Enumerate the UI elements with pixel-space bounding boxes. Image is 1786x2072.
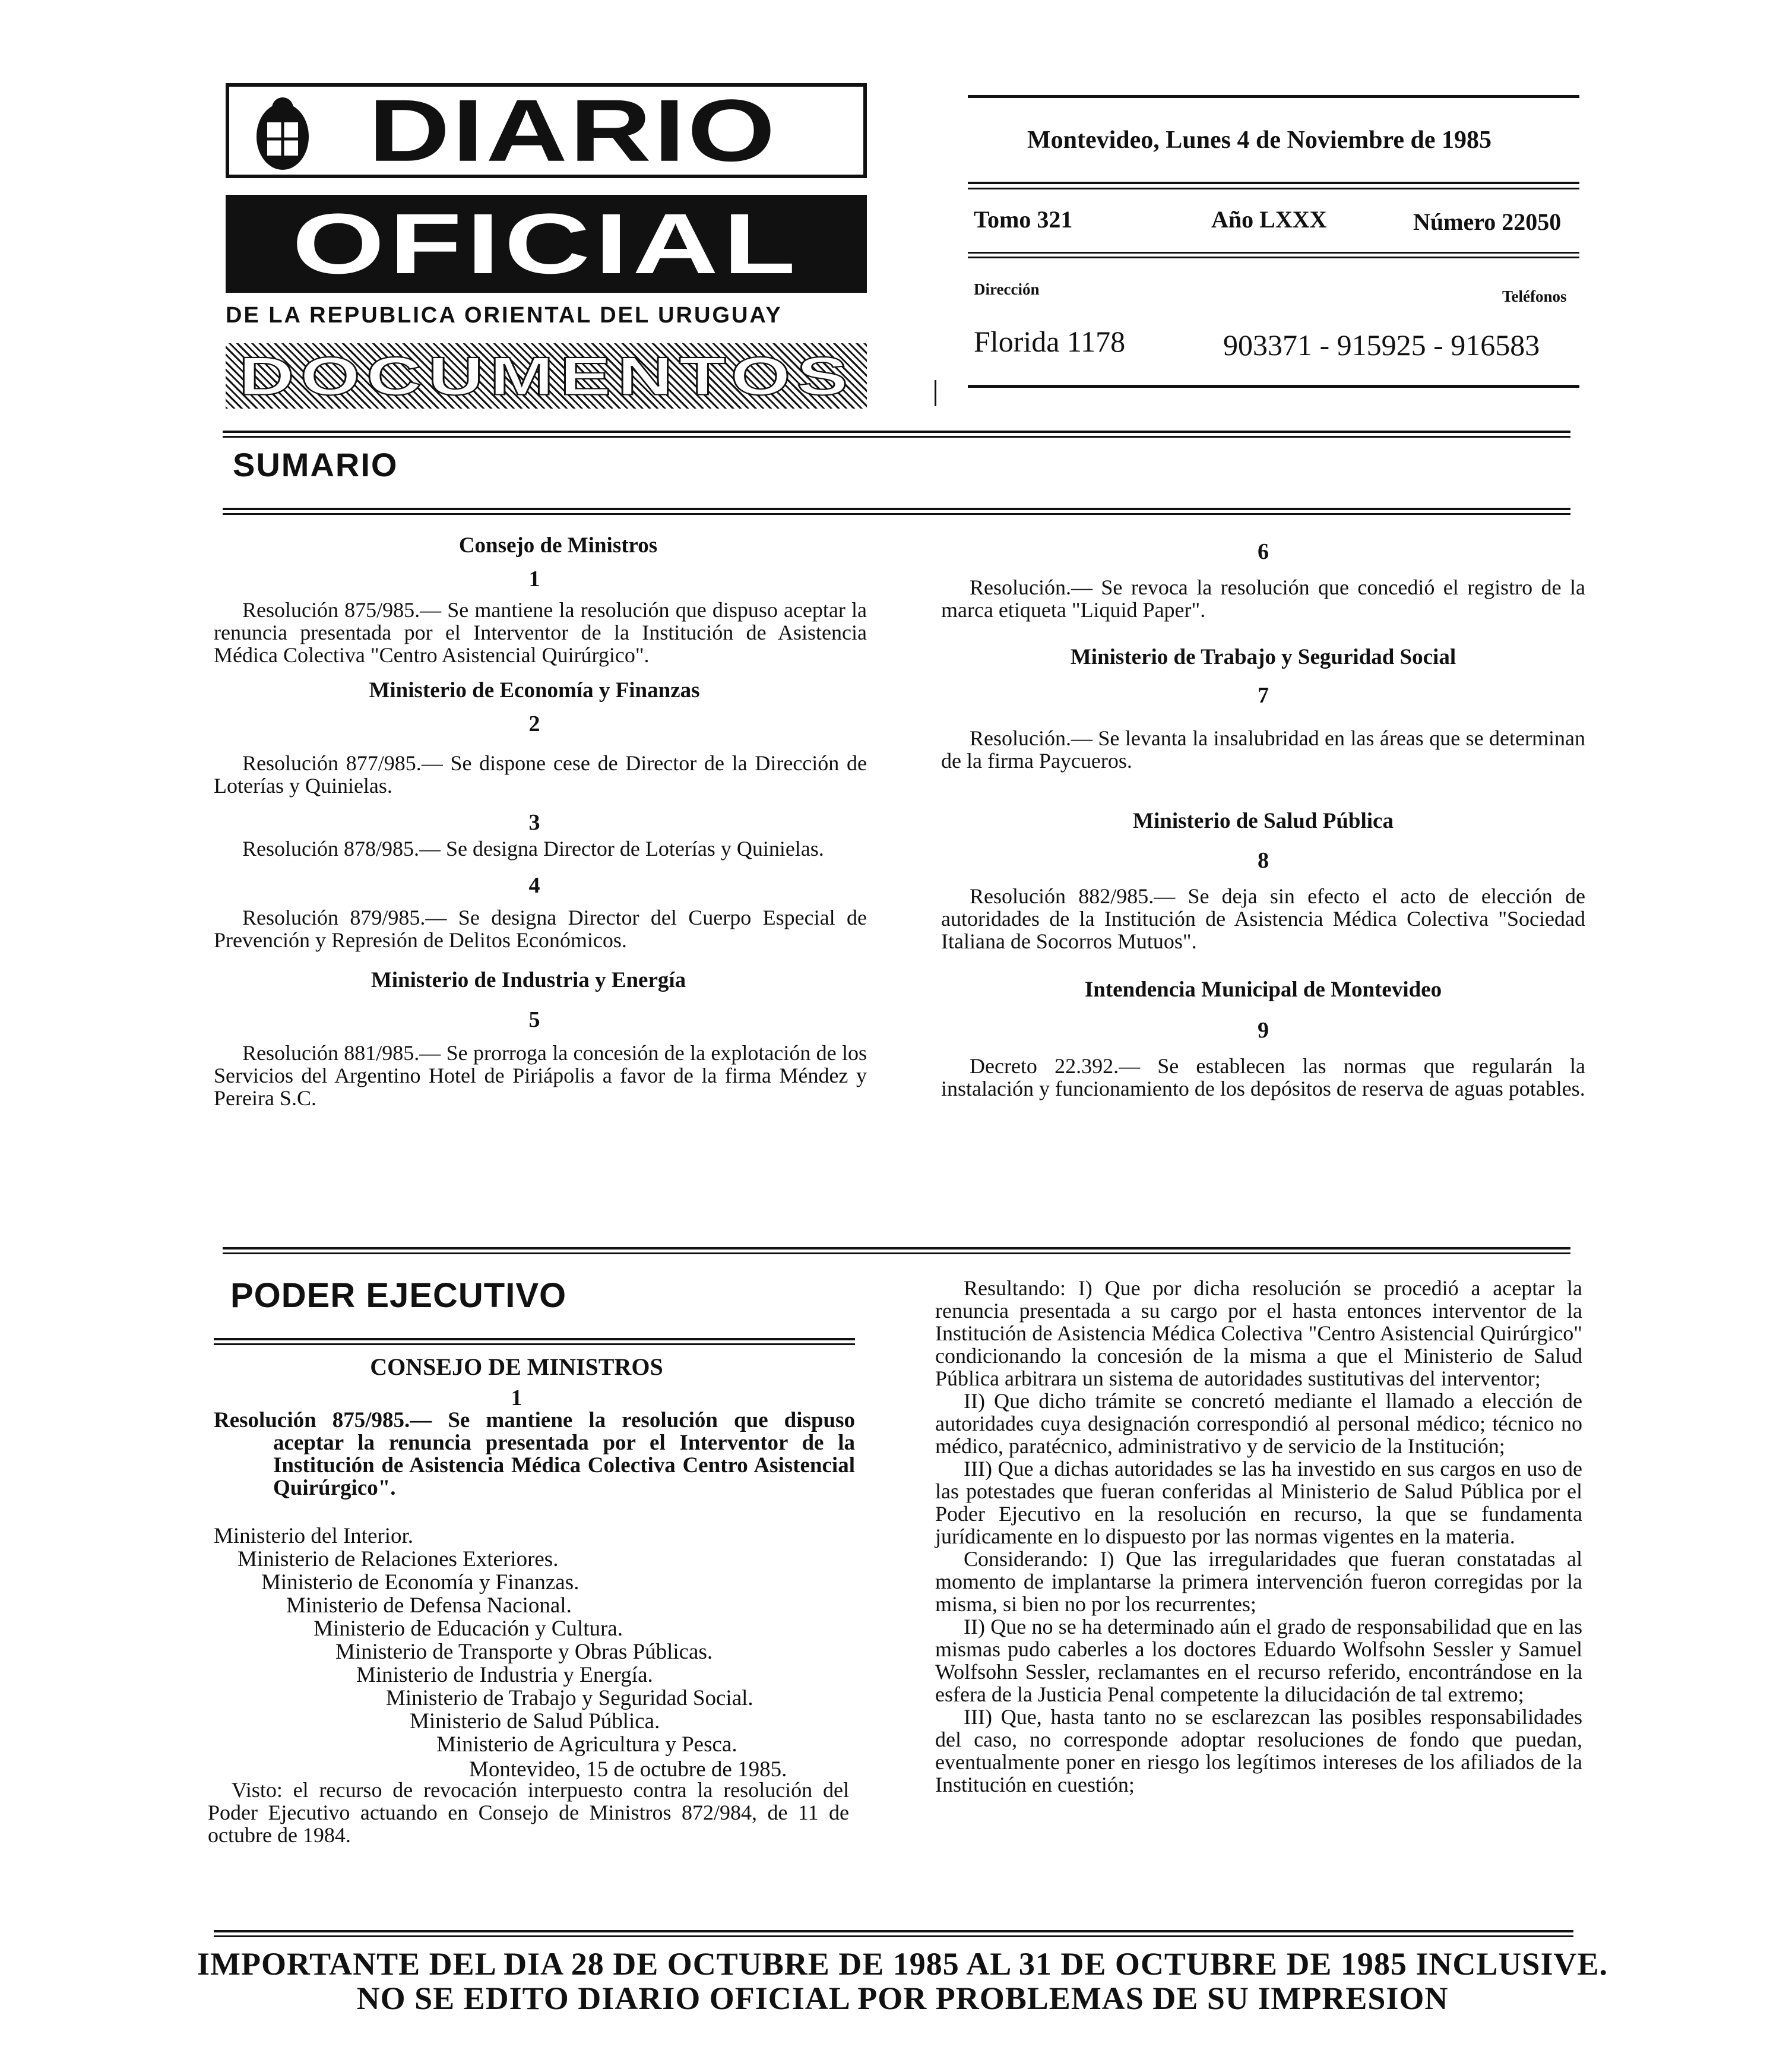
- poder-right-column: [935, 1277, 1582, 1796]
- sumario-item: Decreto 22.392.— Se establecen las normas que regularán la instalación y funcionamiento de los depósitos de reserva de aguas potables.: [941, 1054, 1585, 1100]
- item-number: 1: [528, 567, 540, 591]
- ministerio-line: Ministerio de Defensa Nacional.: [286, 1593, 572, 1618]
- sumario-left-column: [214, 534, 867, 1109]
- sumario-item: Resolución 877/985.— Se dispone cese de Director de la Dirección de Loterías y Quinielas.: [214, 751, 867, 798]
- resultando-paragraph: II) Que dicho trámite se concretó mediante el llamado a elección de autoridades cuya designación correspondió al personal médico; técnico no médico, paratécnico, administrativo y de servicio de la Institución;: [935, 1389, 1582, 1458]
- notice-line-2: NO SE EDITO DIARIO OFICIAL POR PROBLEMAS DE SU IMPRESION: [356, 1981, 1449, 2016]
- rule: [223, 1252, 1570, 1254]
- section-heading: Ministerio de Economía y Finanzas: [369, 678, 700, 703]
- sumario-right-column: [941, 540, 1585, 1100]
- ministerio-line: Ministerio de Relaciones Exteriores.: [238, 1547, 559, 1571]
- sumario-item: Resolución 882/985.— Se deja sin efecto el acto de elección de autoridades de la Institución de Asistencia Médica Colectiva "Sociedad Italiana de Socorros Mutuos".: [941, 884, 1585, 953]
- header-rule-bottom: [968, 385, 1579, 388]
- direccion-label: Dirección: [974, 280, 1040, 298]
- ministerio-line: Ministerio de Salud Pública.: [410, 1709, 660, 1733]
- poder-left-column: [214, 1353, 855, 1500]
- header-tomo: Tomo 321: [974, 206, 1073, 233]
- sumario-item: Resolución.— Se levanta la insalubridad en las áreas que se determinan de la firma Paycueros.: [941, 726, 1585, 773]
- item-number: 7: [1258, 683, 1269, 708]
- header-rule: [968, 182, 1579, 184]
- section-heading: Ministerio de Trabajo y Seguridad Social: [1070, 645, 1456, 669]
- sumario-item: Resolución 875/985.— Se mantiene la resolución que dispuso aceptar la renuncia presentada por el Interventor de la Institución de Asistencia Médica Colectiva "Centro Asistencial Quirúrgico".: [214, 598, 867, 667]
- rule: [223, 508, 1570, 510]
- item-number: 8: [1258, 848, 1269, 873]
- header-numero: Número 22050: [1413, 208, 1562, 235]
- rule: [214, 1930, 1573, 1932]
- important-notice: [178, 1947, 1627, 2016]
- rule: [214, 1935, 1573, 1937]
- direccion-value: Florida 1178: [974, 325, 1126, 358]
- considerando-paragraph: II) Que no se ha determinado aún el grado de responsabilidad que en las mismas pudo caberles a los doctores Eduardo Wolfsohn Sessler y Samuel Wolfsohn Sessler, reclamantes en el recurso referido, encontrándose en la esfera de la Justicia Penal competente la dilucidación de tal extremo;: [935, 1615, 1582, 1706]
- rule: [214, 1338, 855, 1340]
- considerando-paragraph: Considerando: I) Que las irregularidades que fueran constatadas al momento de implantarse la primera intervención fueron corregidas por la misma, si bien no por los recurrentes;: [935, 1547, 1582, 1616]
- item-number: 5: [528, 1007, 540, 1032]
- poder-title: PODER EJECUTIVO: [230, 1276, 567, 1315]
- sumario-item: Resolución 879/985.— Se designa Director del Cuerpo Especial de Prevención y Represión de Delitos Económicos.: [214, 906, 867, 952]
- ministerio-line: Ministerio del Interior.: [214, 1524, 414, 1548]
- resolution-title: Resolución 875/985.— Se mantiene la resolución que dispuso aceptar la renuncia presentada por el Interventor de la Institución de Asistencia Médica Colectiva Centro Asistencial Quirúrgico".: [214, 1408, 855, 1500]
- ministerio-line: Ministerio de Economía y Finanzas.: [261, 1570, 580, 1595]
- rule: [223, 431, 1570, 433]
- rule: [223, 1247, 1570, 1249]
- masthead-diario: [226, 83, 867, 178]
- masthead-section-label: DOCUMENTOS: [238, 345, 854, 407]
- item-number: 1: [511, 1385, 522, 1410]
- telefonos-value: 903371 - 915925 - 916583: [1223, 328, 1540, 362]
- considerando-paragraph: III) Que, hasta tanto no se esclarezcan las posibles responsabilidades del caso, no corresponde adoptar resoluciones de fondo que puedan, eventualmente poner en riesgo los legítimos intereses de los afiliados de la Institución en cuestión;: [935, 1705, 1582, 1796]
- item-number: 6: [1258, 539, 1269, 564]
- section-heading: Intendencia Municipal de Montevideo: [1084, 978, 1442, 1002]
- ministerio-line: Ministerio de Industria y Energía.: [356, 1663, 653, 1687]
- ministerio-line: Ministerio de Trabajo y Seguridad Social.: [386, 1686, 753, 1710]
- rule: [214, 1343, 855, 1345]
- masthead-title-main: OFICIAL: [292, 195, 800, 292]
- coat-of-arms-icon: [247, 93, 318, 176]
- item-number: 9: [1258, 1018, 1269, 1043]
- visto-paragraph: Visto: el recurso de revocación interpuesto contra la resolución del Poder Ejecutivo actuando en Consejo de Ministros 872/984, de 11 de octubre de 1984.: [208, 1778, 849, 1847]
- header-rule: [968, 252, 1579, 254]
- header-rule: [968, 257, 1579, 258]
- header-tick: [935, 380, 936, 406]
- resultando-paragraph: III) Que a dichas autoridades se las ha investido en sus cargos en uso de las potestades que fueran conferidas al Ministerio de Salud Pública por el Poder Ejecutivo en la resolución en recurso, la que se fundamenta jurídicamente en lo dispuesto por las normas vigentes en la materia.: [935, 1457, 1582, 1548]
- consejo-heading: CONSEJO DE MINISTROS: [370, 1353, 663, 1380]
- rule: [223, 513, 1570, 515]
- header-rule: [968, 188, 1579, 189]
- notice-line-1: IMPORTANTE DEL DIA 28 DE OCTUBRE DE 1985 AL 31 DE OCTUBRE DE 1985 INCLUSIVE.: [197, 1946, 1608, 1982]
- sumario-title: SUMARIO: [233, 446, 398, 483]
- item-number: 4: [528, 873, 540, 898]
- fecha-line: Montevideo, 15 de octubre de 1985.: [469, 1757, 787, 1782]
- masthead-section: [226, 343, 867, 409]
- item-number: 2: [528, 711, 540, 736]
- ministerio-line: Ministerio de Educación y Cultura.: [314, 1617, 623, 1641]
- sumario-item: Resolución.— Se revoca la resolución que concedió el registro de la marca etiqueta "Liquid Paper".: [941, 575, 1585, 622]
- rule: [223, 436, 1570, 438]
- ministerio-line: Ministerio de Agricultura y Pesca.: [436, 1732, 737, 1757]
- section-heading: Consejo de Ministros: [458, 533, 658, 558]
- header-date: Montevideo, Lunes 4 de Noviembre de 1985: [1027, 126, 1492, 154]
- masthead-title-top: DIARIO: [368, 81, 778, 180]
- item-number: 3: [528, 810, 540, 835]
- sumario-item: Resolución 878/985.— Se designa Director de Loterías y Quinielas.: [242, 837, 824, 861]
- header-anio: Año LXXX: [1211, 206, 1327, 233]
- sumario-item: Resolución 881/985.— Se prorroga la concesión de la explotación de los Servicios del Argentino Hotel de Piriápolis a favor de la firma Méndez y Pereira S.C.: [214, 1041, 867, 1110]
- resultando-paragraph: Resultando: I) Que por dicha resolución se procedió a aceptar la renuncia presentada a su cargo por el hasta entonces interventor de la Institución de Asistencia Médica Colectiva "Centro Asistencial Quirúrgico" condicionando la concesión de la misma a que el Ministerio de Salud Pública arbitrara un sistema de autoridades sustitutivas del interventor;: [935, 1276, 1582, 1390]
- section-heading: Ministerio de Industria y Energía: [370, 968, 686, 992]
- header-rule-top: [968, 95, 1579, 98]
- ministerio-line: Ministerio de Transporte y Obras Públicas.: [335, 1640, 713, 1664]
- section-heading: Ministerio de Salud Pública: [1133, 809, 1394, 833]
- masthead-oficial: [226, 195, 867, 293]
- telefonos-label: Teléfonos: [1502, 287, 1567, 305]
- masthead-subtitle: DE LA REPUBLICA ORIENTAL DEL URUGUAY: [226, 303, 783, 328]
